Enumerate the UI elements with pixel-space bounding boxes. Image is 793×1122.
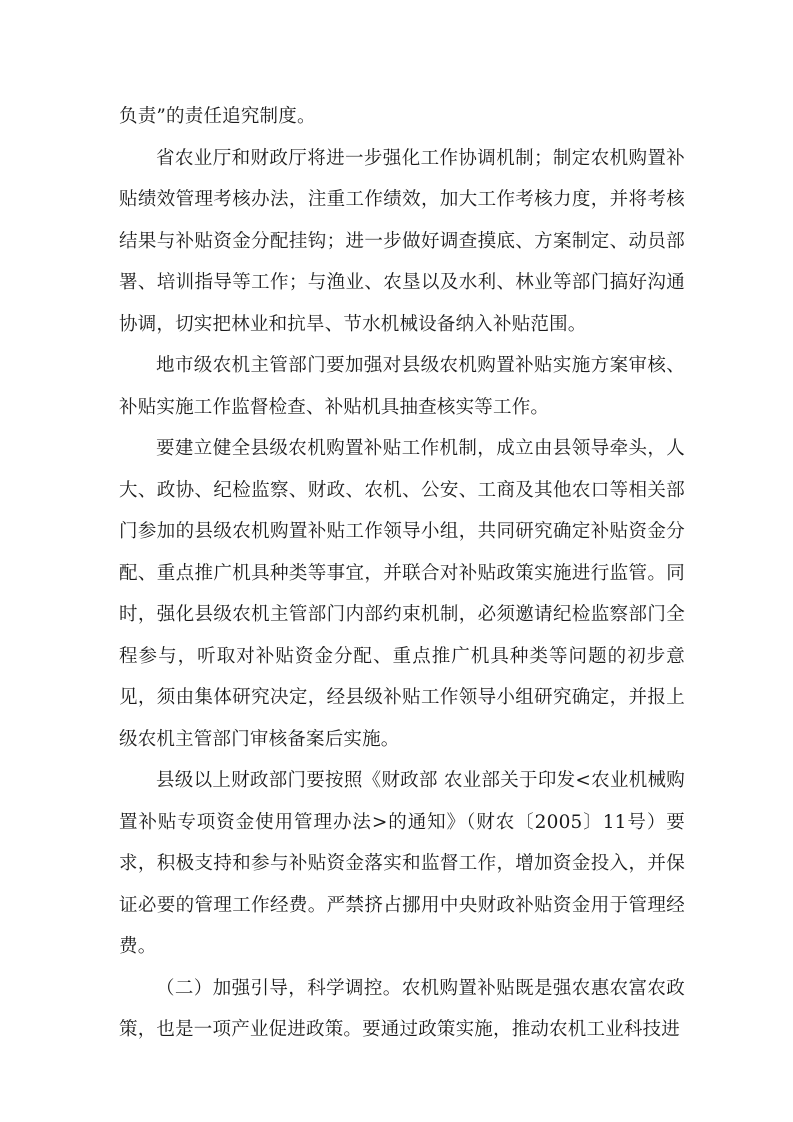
document-body <box>119 96 685 1051</box>
paragraph-guidance-regulation: （二）加强引导，科学调控。农机购置补贴既是强农惠农富农政策，也是一项产业促进政策。要通过政策实施，推动农机工业科技进 <box>119 977 685 1040</box>
paragraph-coordination: 省农业厅和财政厅将进一步强化工作协调机制；制定农机购置补贴绩效管理考核办法，注重工作绩效，加大工作考核力度，并将考核结果与补贴资金分配挂钩；进一步做好调查摸底、方案制定、动员部署、培训指导等工作；与渔业、农垦以及水利、林业等部门搞好沟通协调，切实把林业和抗旱、节水机械设备纳入补贴范围。 <box>119 147 685 335</box>
paragraph-continuation: 负责”的责任追究制度。 <box>119 106 316 127</box>
paragraph-county-mechanism: 要建立健全县级农机购置补贴工作机制，成立由县领导牵头，人大、政协、纪检监察、财政、农机、公安、工商及其他农口等相关部门参加的县级农机购置补贴工作领导小组，共同研究确定补贴资金分配、重点推广机具种类等事宜，并联合对补贴政策实施进行监管。同时，强化县级农机主管部门内部约束机制，必须邀请纪检监察部门全程参与，听取对补贴资金分配、重点推广机具种类等问题的初步意见，须由集体研究决定，经县级补贴工作领导小组研究确定，并报上级农机主管部门审核备案后实施。 <box>119 438 685 750</box>
paragraph-finance-departments: 县级以上财政部门要按照《财政部 农业部关于印发<农业机械购置补贴专项资金使用管理办法>的通知》（财农〔2005〕11号）要求，积极支持和参与补贴资金落实和监督工作，增加资金投入，并保证必要的管理工作经费。严禁挤占挪用中央财政补贴资金用于管理经费。 <box>119 770 685 957</box>
paragraph-municipal-review: 地市级农机主管部门要加强对县级农机购置补贴实施方案审核、补贴实施工作监督检查、补贴机具抽查核实等工作。 <box>119 355 685 418</box>
